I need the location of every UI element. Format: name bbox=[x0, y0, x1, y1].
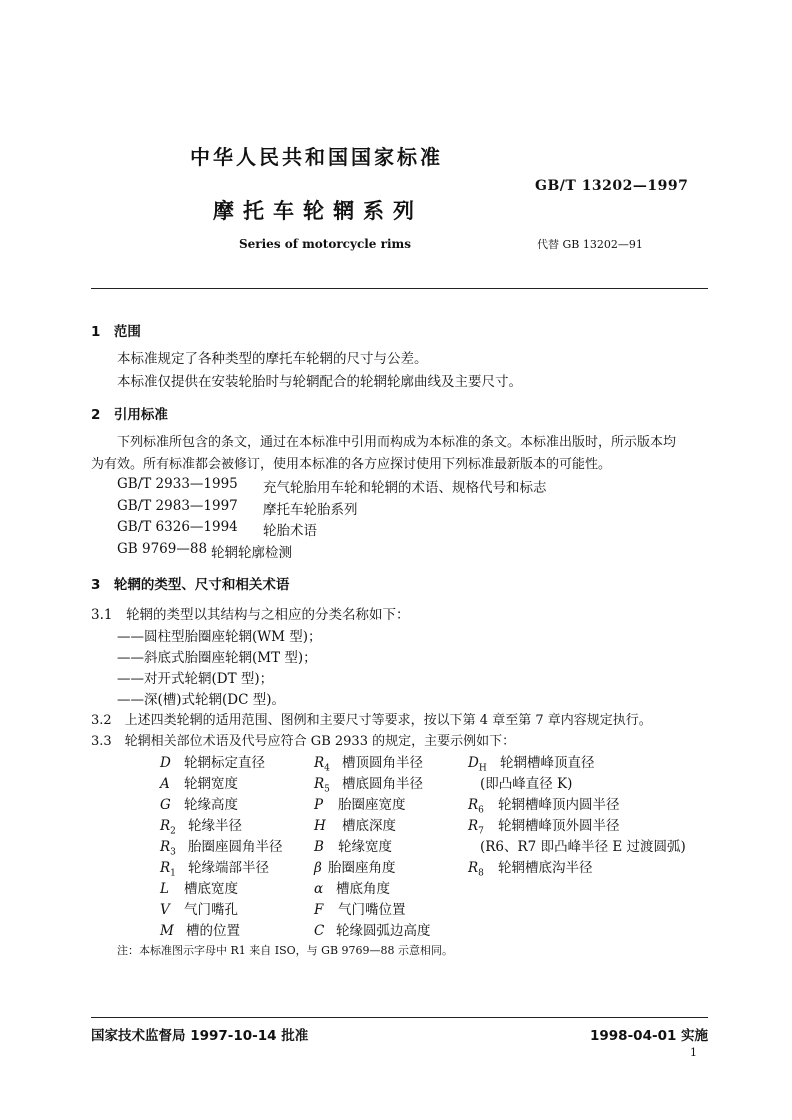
term-symbol: β bbox=[314, 860, 322, 876]
term-row bbox=[480, 835, 686, 855]
term-symbol: $D_H$ bbox=[468, 755, 487, 774]
term-label: 轮辋槽峰顶内圆半径 bbox=[498, 797, 620, 813]
reference-code: GB 9769—88 bbox=[117, 541, 208, 557]
section-1-paragraph-2: 本标准仅提供在安装轮胎时与轮辋配合的轮辋轮廓曲线及主要尺寸。 bbox=[117, 374, 522, 390]
term-label: 轮缘端部半径 bbox=[188, 860, 269, 876]
term-symbol: $R_2$ bbox=[160, 818, 176, 837]
term-symbol: C bbox=[314, 923, 325, 939]
section-1-paragraph-1: 本标准规定了各种类型的摩托车轮辋的尺寸与公差。 bbox=[117, 351, 428, 367]
term-row bbox=[314, 793, 406, 816]
rim-type-item: ——圆柱型胎圈座轮辋(WM 型)； bbox=[117, 629, 322, 645]
term-row bbox=[468, 751, 595, 774]
page-number: 1 bbox=[690, 1046, 697, 1059]
term-label: 槽的位置 bbox=[186, 923, 240, 939]
term-label: 胎圈座圆角半径 bbox=[188, 839, 283, 855]
term-row bbox=[468, 856, 593, 879]
section-2-paragraph-line-2: 为有效。所有标准都会被修订，使用本标准的各方应探讨使用下列标准最新版本的可能性。 bbox=[91, 457, 612, 472]
standard-number: GB/T 13202—1997 bbox=[535, 178, 689, 194]
term-symbol: $R_7$ bbox=[468, 818, 484, 837]
term-symbol: M bbox=[160, 923, 174, 939]
term-label: 槽底宽度 bbox=[184, 881, 238, 897]
term-symbol: V bbox=[160, 902, 170, 918]
footer-divider bbox=[91, 1017, 708, 1018]
term-symbol: $R_8$ bbox=[468, 860, 484, 879]
term-label: 槽顶圆角半径 bbox=[342, 755, 423, 771]
document-title: 摩托车轮辋系列 bbox=[213, 199, 423, 223]
term-row bbox=[160, 898, 238, 921]
reference-title: 摩托车轮胎系列 bbox=[263, 502, 358, 518]
term-label: 轮辋宽度 bbox=[184, 776, 238, 792]
term-label: 轮缘宽度 bbox=[338, 839, 392, 855]
clause-3-1: 3.1 轮辋的类型以其结构与之相应的分类名称如下： bbox=[91, 607, 410, 623]
term-row bbox=[314, 814, 396, 837]
term-label: 胎圈座角度 bbox=[328, 860, 396, 876]
reference-title: 轮辋轮廓检测 bbox=[211, 545, 292, 561]
term-row bbox=[314, 856, 396, 879]
term-label: 轮缘半径 bbox=[188, 818, 242, 834]
term-label: 气门嘴位置 bbox=[338, 902, 406, 918]
term-label: 轮辋槽底沟半径 bbox=[498, 860, 593, 876]
term-label: 轮辋标定直径 bbox=[184, 755, 265, 771]
section-3-heading: 3 轮辋的类型、尺寸和相关术语 bbox=[91, 577, 290, 593]
term-label: 槽底深度 bbox=[342, 818, 396, 834]
rim-type-item: ——对开式轮辋(DT 型)； bbox=[117, 671, 274, 687]
term-row bbox=[314, 772, 423, 795]
replaces-standard: 代替 GB 13202—91 bbox=[537, 238, 643, 251]
term-symbol: $R_6$ bbox=[468, 797, 484, 816]
national-standard-title: 中华人民共和国国家标准 bbox=[190, 145, 443, 169]
term-row bbox=[480, 772, 572, 792]
term-row bbox=[468, 814, 620, 837]
term-symbol: $R_1$ bbox=[160, 860, 176, 879]
term-symbol: α bbox=[314, 881, 324, 897]
header-divider bbox=[91, 288, 708, 289]
reference-code: GB/T 2933—1995 bbox=[117, 476, 238, 492]
term-label: 轮辋槽峰顶外圆半径 bbox=[498, 818, 620, 834]
term-row bbox=[314, 751, 423, 774]
term-row bbox=[314, 877, 390, 900]
approval-line: 国家技术监督局 1997-10-14 批准 bbox=[91, 1028, 309, 1044]
term-row bbox=[160, 856, 269, 879]
term-symbol: B bbox=[314, 839, 324, 855]
clause-3-2: 3.2 上述四类轮辋的适用范围、图例和主要尺寸等要求，按以下第 4 章至第 7 章内容规定执行。 bbox=[91, 713, 652, 728]
term-symbol: D bbox=[160, 755, 171, 771]
section-2-heading: 2 引用标准 bbox=[91, 407, 168, 423]
term-symbol: $R_5$ bbox=[314, 776, 330, 795]
reference-code: GB/T 2983—1997 bbox=[117, 498, 238, 514]
term-symbol: L bbox=[160, 881, 169, 897]
document-title-english: Series of motorcycle rims bbox=[239, 237, 411, 251]
term-symbol: A bbox=[160, 776, 170, 792]
reference-title: 轮胎术语 bbox=[263, 523, 317, 539]
term-row bbox=[160, 877, 238, 900]
term-row bbox=[314, 898, 406, 921]
term-label: 轮辋槽峰顶直径 bbox=[500, 755, 595, 771]
term-row bbox=[160, 772, 238, 795]
clause-3-3: 3.3 轮辋相关部位术语及代号应符合 GB 2933 的规定，主要示例如下： bbox=[91, 734, 516, 749]
term-label: 轮缘圆弧边高度 bbox=[336, 923, 431, 939]
term-label: 槽底角度 bbox=[336, 881, 390, 897]
reference-code: GB/T 6326—1994 bbox=[117, 519, 238, 535]
term-row bbox=[160, 835, 283, 858]
term-symbol: F bbox=[314, 902, 324, 918]
note: 注：本标准图示字母中 R1 来自 ISO，与 GB 9769—88 示意相同。 bbox=[117, 944, 454, 957]
term-label: 胎圈座宽度 bbox=[338, 797, 406, 813]
effective-date: 1998-04-01 实施 bbox=[590, 1028, 709, 1044]
term-row bbox=[160, 751, 265, 774]
term-row bbox=[468, 793, 620, 816]
term-label: 槽底圆角半径 bbox=[342, 776, 423, 792]
term-symbol: $R_4$ bbox=[314, 755, 330, 774]
term-row bbox=[160, 814, 242, 837]
section-1-heading: 1 范围 bbox=[91, 324, 141, 340]
rim-type-item: ——斜底式胎圈座轮辋(MT 型)； bbox=[117, 650, 317, 666]
reference-title: 充气轮胎用车轮和轮辋的术语、规格代号和标志 bbox=[263, 480, 547, 496]
rim-type-item: ——深(槽)式轮辋(DC 型)。 bbox=[117, 692, 286, 708]
term-label: (即凸峰直径 K) bbox=[480, 776, 573, 792]
term-row bbox=[314, 835, 392, 858]
term-row bbox=[160, 919, 240, 942]
term-symbol: $R_3$ bbox=[160, 839, 176, 858]
term-row bbox=[160, 793, 238, 816]
term-label: 气门嘴孔 bbox=[184, 902, 238, 918]
term-symbol: H bbox=[314, 818, 326, 834]
term-row bbox=[314, 919, 431, 942]
term-symbol: G bbox=[160, 797, 171, 813]
section-2-paragraph-line-1: 下列标准所包含的条文，通过在本标准中引用而构成为本标准的条文。本标准出版时，所示版本均 bbox=[117, 435, 677, 450]
term-symbol: P bbox=[314, 797, 324, 813]
term-label: (R6、R7 即凸峰半径 E 过渡圆弧) bbox=[480, 839, 686, 855]
term-label: 轮缘高度 bbox=[184, 797, 238, 813]
